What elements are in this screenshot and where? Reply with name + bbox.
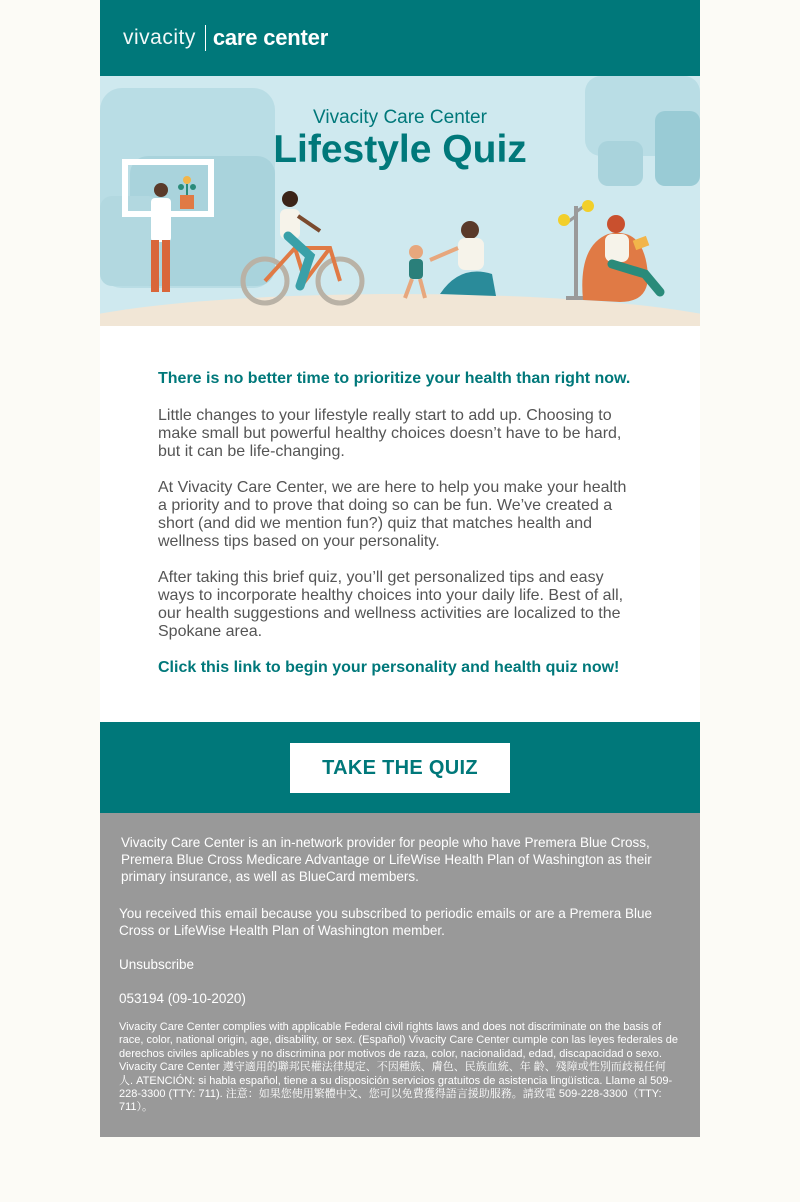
quiz-link[interactable]: Click this link to begin your personality and health quiz now! xyxy=(158,659,620,676)
lead-heading: There is no better time to prioritize your health than right now. xyxy=(158,370,631,387)
network-provider-note: Vivacity Care Center is an in-network provider for people who have Premera Blue Cross, Premera Blue Cross Medicare Advantage or LifeWise Health Plan of Washington as their primary insurance, as well as BlueCard members. xyxy=(121,835,652,884)
unsubscribe-link[interactable]: Unsubscribe xyxy=(119,957,195,972)
body-paragraph: At Vivacity Care Center, we are here to help you make your health a priority and to prove that doing so can be fun. We’ve created a short (and did we mention fun?) quiz that matches health and wellness tips based on your personality. xyxy=(158,479,627,550)
hero-title: Lifestyle Quiz xyxy=(273,128,527,171)
email-code: 053194 (09-10-2020) xyxy=(119,991,246,1006)
email-body xyxy=(100,326,700,722)
footer xyxy=(100,813,700,1137)
take-the-quiz-button[interactable]: TAKE THE QUIZ xyxy=(290,743,510,793)
hero-subtitle: Vivacity Care Center xyxy=(313,107,487,128)
body-content xyxy=(158,370,638,677)
email-container xyxy=(100,0,700,1137)
body-paragraph: Little changes to your lifestyle really start to add up. Choosing to make small but powerful healthy choices doesn’t have to be hard, but it can be life-changing. xyxy=(158,407,622,460)
legal-notice: Vivacity Care Center complies with applicable Federal civil rights laws and does not discriminate on the basis of race, color, national origin, age, disability, or sex. (Español) Vivacity Care Center cumple con las leyes federales de derechos civiles aplicables y no discrimina por motivos de raza, color, nacionalidad, edad, discapacidad o sexo. Vivacity Care Center 遵守適用的聯邦民權法律規定、不因種族、膚色、民族血統、年 齡、殘障或性別而歧視任何人. ATENCIÓN: si habla español, tiene a su disposición servicios gratuitos de asistencia lingüística. Llame al 509-228-3300 (TTY: 711). 注意：如果您使用繁體中文、您可以免費獲得語言援助服務。請致電 509-228-3300（TTY: 711）。 xyxy=(119,1021,679,1114)
cta-band xyxy=(100,722,700,813)
vivacity-care-center-logo[interactable] xyxy=(123,24,328,52)
logo-care-center-text: care center xyxy=(212,25,329,50)
logo-vivacity-text: vivacity xyxy=(123,26,196,49)
subscription-note: You received this email because you subscribed to periodic emails or are a Premera Blue Cross or LifeWise Health Plan of Washington member. xyxy=(119,906,653,938)
body-paragraph: After taking this brief quiz, you’ll get personalized tips and easy ways to incorporate healthy choices into your daily life. Best of all, our health suggestions and wellness activities are localized to the Spokane area. xyxy=(158,569,624,640)
header xyxy=(100,0,700,76)
hero-banner xyxy=(100,76,700,326)
logo-divider xyxy=(205,25,206,51)
